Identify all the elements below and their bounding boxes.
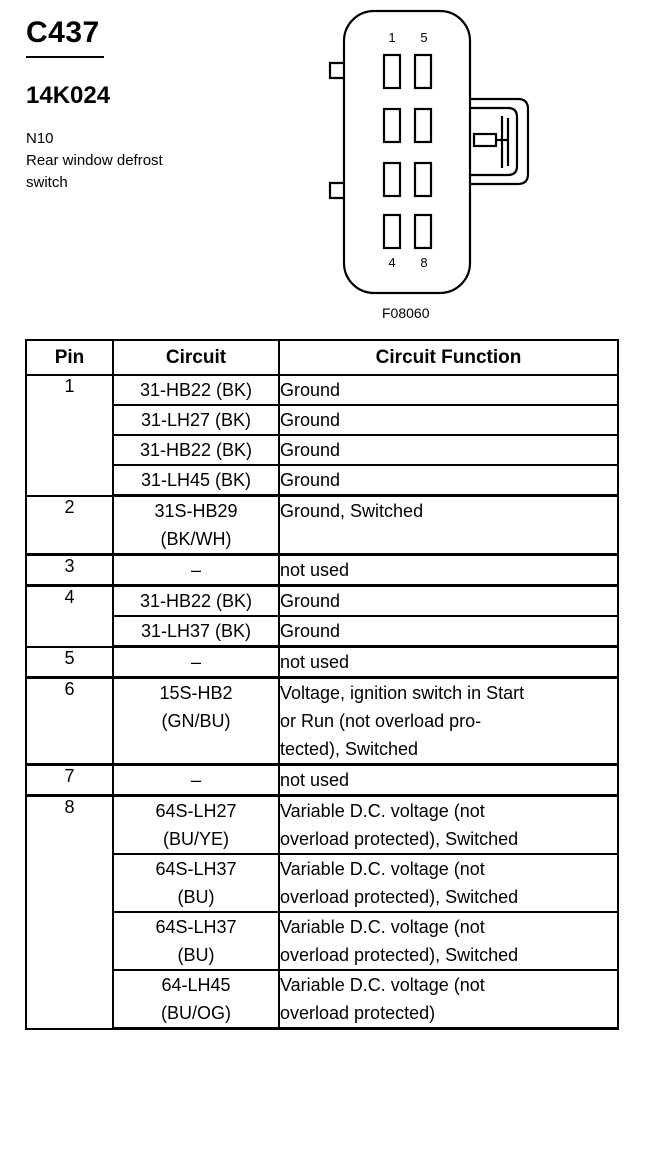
table-row [26, 647, 618, 678]
table-row [26, 616, 618, 647]
function-text: not used [280, 652, 350, 672]
table-row [26, 854, 618, 912]
terminal-4 [384, 215, 400, 248]
circuit-cell [113, 678, 279, 765]
function-text: Ground [280, 621, 341, 641]
function-text: Voltage, ignition switch in Start or Run (not overload pro- tected), Switched [280, 683, 525, 759]
side-lock-inner [470, 108, 517, 175]
table-row [26, 586, 618, 617]
pin-label-1: 1 [388, 30, 396, 45]
side-lock-outer [470, 99, 528, 184]
table-row [26, 796, 618, 855]
function-cell [279, 765, 618, 796]
function-cell [279, 912, 618, 970]
pin-number: 2 [26, 496, 113, 555]
table-row [26, 496, 618, 555]
connector-body [344, 11, 470, 293]
circuit-text: 64S-LH37 (BU) [155, 917, 237, 965]
function-cell [279, 678, 618, 765]
circuit-cell [113, 405, 279, 435]
pin-number: 8 [26, 796, 113, 1029]
circuit-cell [113, 435, 279, 465]
circuit-cell [113, 796, 279, 855]
function-cell [279, 647, 618, 678]
circuit-cell [113, 375, 279, 405]
table-row [26, 435, 618, 465]
circuit-text: 31-LH27 (BK) [140, 410, 252, 430]
table-row [26, 465, 618, 496]
pin-number: 4 [26, 586, 113, 647]
pin-number: 3 [26, 555, 113, 586]
function-text: not used [280, 770, 350, 790]
side-lock-tab [474, 134, 496, 146]
function-text: not used [280, 560, 350, 580]
connector-code: C437 [26, 16, 100, 49]
table-header-row [26, 340, 618, 375]
table-row [26, 970, 618, 1029]
function-cell [279, 465, 618, 496]
circuit-text: 31-LH45 (BK) [140, 470, 252, 490]
circuit-text: – [190, 652, 201, 672]
terminal-1 [384, 55, 400, 88]
pin-number: 1 [26, 375, 113, 496]
pin-label-5: 5 [420, 30, 428, 45]
header-circuit-function: Circuit Function [279, 340, 618, 375]
circuit-text: 64-LH45 (BU/OG) [161, 975, 231, 1023]
pin-number: 7 [26, 765, 113, 796]
function-cell [279, 435, 618, 465]
function-text: Ground [280, 380, 341, 400]
function-cell [279, 854, 618, 912]
circuit-text: 15S-HB2 (GN/BU) [159, 683, 233, 731]
circuit-cell [113, 465, 279, 496]
function-text: Variable D.C. voltage (not overload protected), Switched [280, 801, 519, 849]
circuit-cell [113, 586, 279, 617]
circuit-text: – [190, 560, 201, 580]
pinout-table [25, 339, 619, 1030]
function-text: Ground [280, 410, 341, 430]
circuit-text: 31-HB22 (BK) [139, 440, 253, 460]
table-row [26, 555, 618, 586]
table-row [26, 678, 618, 765]
circuit-cell [113, 616, 279, 647]
function-cell [279, 796, 618, 855]
function-text: Variable D.C. voltage (not overload protected), Switched [280, 859, 519, 907]
figure-id: F08060 [382, 305, 430, 321]
function-text: Ground [280, 470, 341, 490]
function-text: Variable D.C. voltage (not overload protected) [280, 975, 485, 1023]
circuit-cell [113, 970, 279, 1029]
function-cell [279, 496, 618, 555]
connector-code-underline [26, 56, 104, 58]
terminal-2 [384, 109, 400, 142]
component-description-line2: switch [26, 174, 68, 191]
circuit-text: 64S-LH37 (BU) [155, 859, 237, 907]
circuit-text: 64S-LH27 (BU/YE) [155, 801, 237, 849]
circuit-text: 31-LH37 (BK) [140, 621, 252, 641]
function-text: Ground, Switched [280, 501, 424, 521]
pin-number: 5 [26, 647, 113, 678]
header-circuit: Circuit [113, 340, 279, 375]
terminal-7 [415, 163, 431, 196]
part-number: 14K024 [26, 82, 111, 109]
circuit-text: – [190, 770, 201, 790]
left-latch-upper [330, 63, 344, 78]
pin-label-8: 8 [420, 255, 428, 270]
connector-face-diagram [318, 6, 548, 302]
function-cell [279, 405, 618, 435]
component-ref: N10 [26, 130, 54, 147]
circuit-cell [113, 912, 279, 970]
function-text: Ground [280, 591, 341, 611]
header-pin: Pin [26, 340, 113, 375]
table-row [26, 375, 618, 405]
terminal-3 [384, 163, 400, 196]
function-cell [279, 375, 618, 405]
left-latch-lower [330, 183, 344, 198]
circuit-cell [113, 647, 279, 678]
pin-label-4: 4 [388, 255, 396, 270]
circuit-text: 31S-HB29 (BK/WH) [154, 501, 238, 549]
component-description-line1: Rear window defrost [26, 152, 163, 169]
function-cell [279, 586, 618, 617]
table-row [26, 912, 618, 970]
table-row [26, 405, 618, 435]
function-text: Variable D.C. voltage (not overload protected), Switched [280, 917, 519, 965]
circuit-cell [113, 765, 279, 796]
circuit-text: 31-HB22 (BK) [139, 380, 253, 400]
table-row [26, 765, 618, 796]
pin-number: 6 [26, 678, 113, 765]
terminal-8 [415, 215, 431, 248]
function-cell [279, 555, 618, 586]
terminal-6 [415, 109, 431, 142]
function-cell [279, 970, 618, 1029]
terminal-5 [415, 55, 431, 88]
circuit-cell [113, 854, 279, 912]
circuit-cell [113, 496, 279, 555]
circuit-cell [113, 555, 279, 586]
function-text: Ground [280, 440, 341, 460]
circuit-text: 31-HB22 (BK) [139, 591, 253, 611]
function-cell [279, 616, 618, 647]
